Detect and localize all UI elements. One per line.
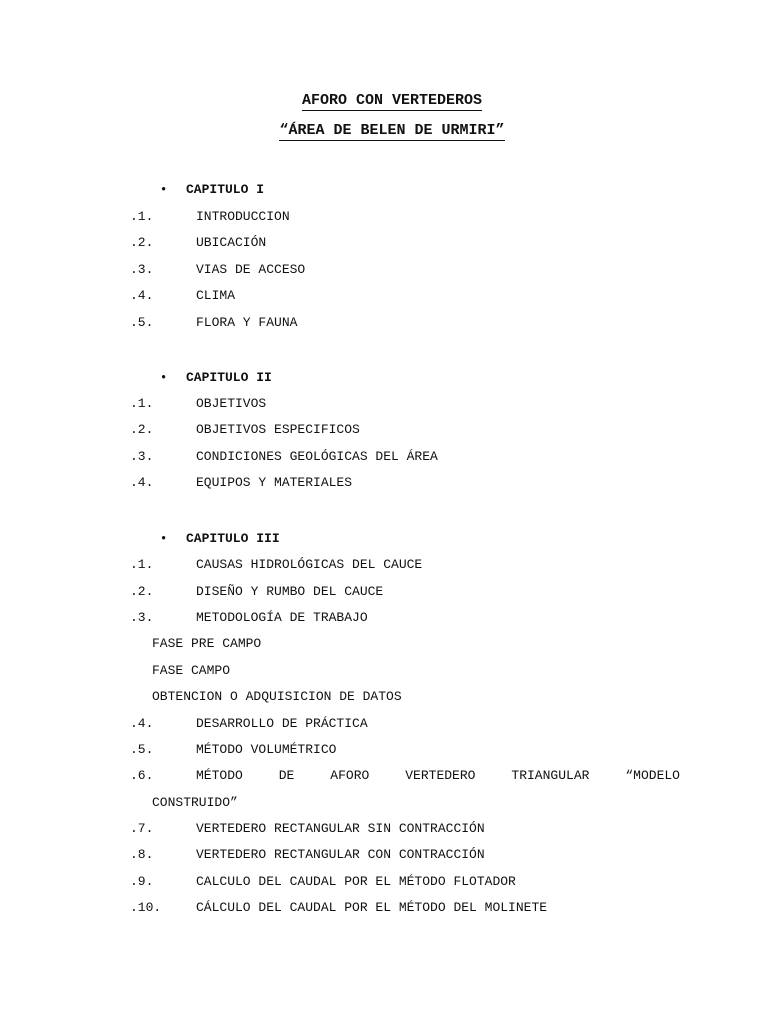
chapter-heading-3 bbox=[160, 531, 280, 546]
toc-item-continuation: CONSTRUIDO” bbox=[152, 795, 238, 810]
toc-item bbox=[130, 742, 690, 760]
toc-item-number: .3. bbox=[130, 449, 154, 464]
toc-item bbox=[130, 315, 690, 333]
toc-item-number: .5. bbox=[130, 315, 154, 330]
toc-item bbox=[130, 900, 690, 918]
toc-item bbox=[130, 396, 690, 414]
toc-item-label: METODOLOGÍA DE TRABAJO bbox=[196, 610, 368, 625]
chapter-name: CAPITULO I bbox=[186, 182, 265, 197]
toc-item-label: OBJETIVOS bbox=[196, 396, 267, 411]
toc-item bbox=[130, 584, 690, 602]
toc-item bbox=[130, 475, 690, 493]
toc-item-number: .4. bbox=[130, 716, 154, 731]
toc-item-number: .4. bbox=[130, 475, 154, 490]
document-title bbox=[0, 92, 768, 109]
toc-item bbox=[130, 610, 690, 628]
toc-subitem: OBTENCION O ADQUISICION DE DATOS bbox=[152, 689, 402, 704]
toc-item-number: .1. bbox=[130, 396, 154, 411]
toc-word: MÉTODO bbox=[196, 768, 243, 783]
toc-item bbox=[130, 874, 690, 892]
toc-item-label: EQUIPOS Y MATERIALES bbox=[196, 475, 353, 490]
document-subtitle bbox=[0, 122, 768, 139]
toc-item-label: CLIMA bbox=[196, 288, 236, 303]
toc-item-label: DESARROLLO DE PRÁCTICA bbox=[196, 716, 368, 731]
toc-item-label: VERTEDERO RECTANGULAR CON CONTRACCIÓN bbox=[196, 847, 485, 862]
toc-item bbox=[130, 262, 690, 280]
toc-item-label: VERTEDERO RECTANGULAR SIN CONTRACCIÓN bbox=[196, 821, 485, 836]
toc-item-number: .1. bbox=[130, 209, 154, 224]
toc-item-label-justified bbox=[196, 768, 680, 783]
chapter-name: CAPITULO II bbox=[186, 370, 272, 385]
toc-item-number: .7. bbox=[130, 821, 154, 836]
chapter-heading-1 bbox=[160, 182, 264, 197]
bullet-icon: • bbox=[160, 532, 168, 546]
toc-item-number: .6. bbox=[130, 768, 154, 783]
title-line-1: AFORO CON VERTEDEROS bbox=[301, 92, 483, 109]
toc-item bbox=[130, 288, 690, 306]
chapter-name: CAPITULO III bbox=[186, 531, 280, 546]
toc-word: VERTEDERO bbox=[405, 768, 476, 783]
toc-item bbox=[130, 422, 690, 440]
toc-item bbox=[130, 557, 690, 575]
toc-item-number: .2. bbox=[130, 422, 154, 437]
toc-item-number: .2. bbox=[130, 235, 154, 250]
toc-item-number: .3. bbox=[130, 610, 154, 625]
toc-item-number: .1. bbox=[130, 557, 154, 572]
toc-item bbox=[130, 449, 690, 467]
toc-item-label: CONDICIONES GEOLÓGICAS DEL ÁREA bbox=[196, 449, 438, 464]
toc-word: “MODELO bbox=[625, 768, 680, 783]
toc-item-number: .8. bbox=[130, 847, 154, 862]
toc-subitem: FASE CAMPO bbox=[152, 663, 231, 678]
toc-item-number: .5. bbox=[130, 742, 154, 757]
toc-word: AFORO bbox=[330, 768, 370, 783]
toc-item bbox=[130, 821, 690, 839]
toc-item-number: .4. bbox=[130, 288, 154, 303]
toc-item-number: .3. bbox=[130, 262, 154, 277]
toc-item bbox=[130, 209, 690, 227]
toc-item-label: OBJETIVOS ESPECIFICOS bbox=[196, 422, 360, 437]
toc-item bbox=[130, 847, 690, 865]
toc-item-number: .2. bbox=[130, 584, 154, 599]
toc-item bbox=[130, 235, 690, 253]
toc-item-label: INTRODUCCION bbox=[196, 209, 290, 224]
toc-item-label: CALCULO DEL CAUDAL POR EL MÉTODO FLOTADOR bbox=[196, 874, 516, 889]
toc-item-label: FLORA Y FAUNA bbox=[196, 315, 298, 330]
toc-item-label: UBICACIÓN bbox=[196, 235, 267, 250]
toc-word: TRIANGULAR bbox=[511, 768, 590, 783]
toc-item-label: VIAS DE ACCESO bbox=[196, 262, 306, 277]
chapter-heading-2 bbox=[160, 370, 272, 385]
bullet-icon: • bbox=[160, 183, 168, 197]
toc-item-number: .10. bbox=[130, 900, 162, 915]
toc-word: DE bbox=[278, 768, 295, 783]
toc-item-label: CÁLCULO DEL CAUDAL POR EL MÉTODO DEL MOLINETE bbox=[196, 900, 548, 915]
toc-item-label: MÉTODO VOLUMÉTRICO bbox=[196, 742, 337, 757]
title-line-2: “ÁREA DE BELEN DE URMIRI” bbox=[279, 122, 505, 139]
toc-item bbox=[130, 716, 690, 734]
toc-item-label: CAUSAS HIDROLÓGICAS DEL CAUCE bbox=[196, 557, 423, 572]
toc-item-number: .9. bbox=[130, 874, 154, 889]
toc-subitem: FASE PRE CAMPO bbox=[152, 636, 262, 651]
toc-item-label: DISEÑO Y RUMBO DEL CAUCE bbox=[196, 584, 384, 599]
bullet-icon: • bbox=[160, 371, 168, 385]
